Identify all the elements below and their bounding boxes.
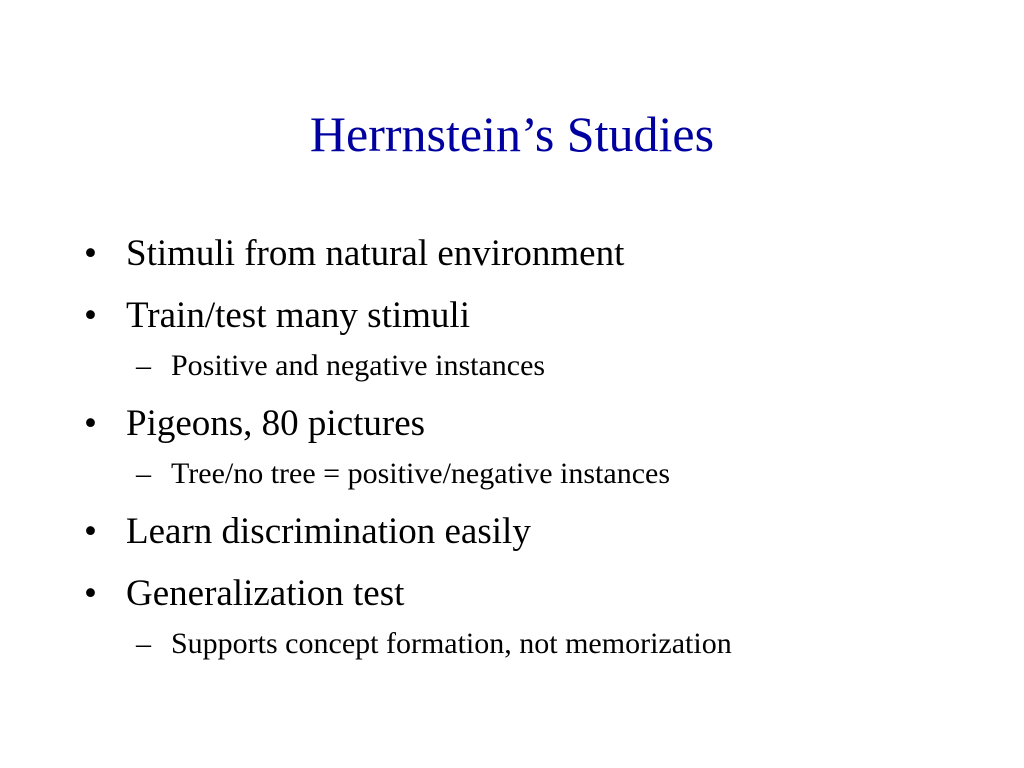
sub-bullet-marker: –: [136, 457, 151, 490]
sub-bullet-marker: –: [136, 627, 151, 660]
sub-bullet-text: Tree/no tree = positive/negative instances: [171, 457, 671, 490]
bullet-item: [80, 572, 980, 616]
bullet-marker: •: [84, 511, 97, 552]
sub-bullet-item: [80, 626, 980, 662]
bullet-marker: •: [84, 233, 97, 274]
sub-bullet-text: Positive and negative instances: [171, 349, 546, 382]
bullet-marker: •: [84, 573, 97, 614]
sub-bullet-item: [80, 348, 980, 384]
bullet-text: Generalization test: [126, 573, 405, 614]
bullet-text: Pigeons, 80 pictures: [126, 403, 426, 444]
sub-bullet-text: Supports concept formation, not memorization: [171, 627, 732, 660]
sub-bullet-marker: –: [136, 349, 151, 382]
bullet-item: [80, 294, 980, 338]
bullet-text: Train/test many stimuli: [126, 295, 470, 336]
slide-title: Herrnstein’s Studies: [309, 106, 715, 162]
bullet-list: [80, 232, 980, 662]
bullet-text: Stimuli from natural environment: [126, 233, 625, 274]
bullet-item: [80, 232, 980, 276]
bullet-item: [80, 402, 980, 446]
bullet-marker: •: [84, 403, 97, 444]
bullet-marker: •: [84, 295, 97, 336]
bullet-item: [80, 510, 980, 554]
sub-bullet-item: [80, 456, 980, 492]
bullet-text: Learn discrimination easily: [126, 511, 531, 552]
